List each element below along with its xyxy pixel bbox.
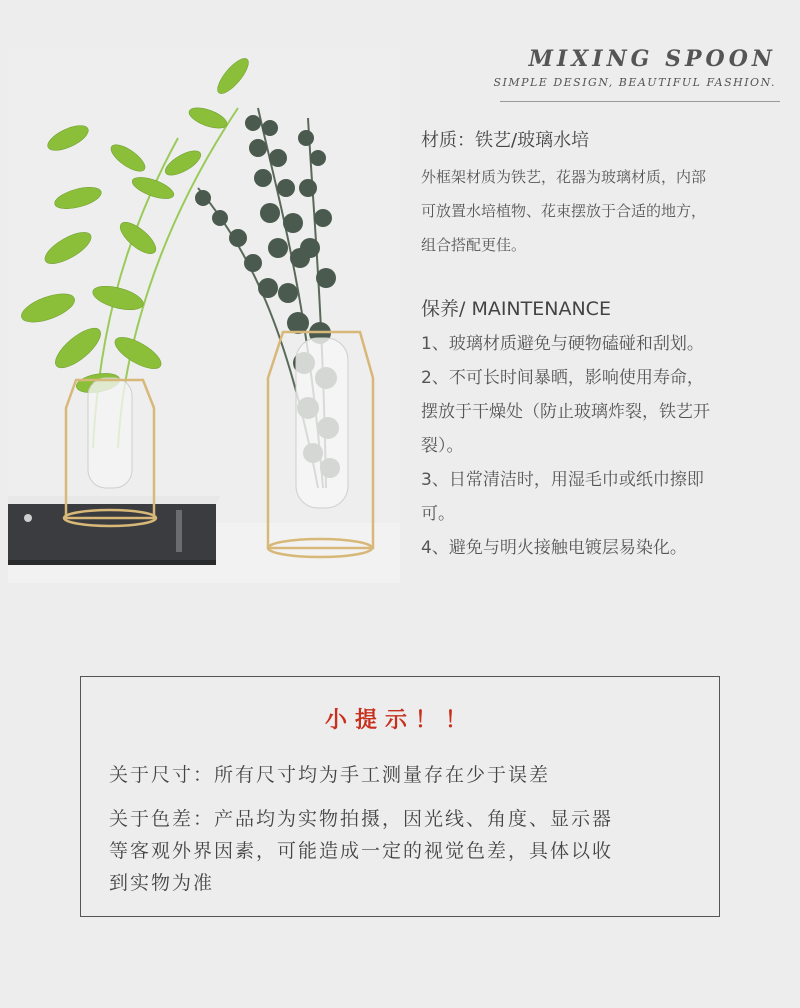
maintenance-section <box>421 294 791 565</box>
color-note-line: 等客观外界因素，可能造成一定的视觉色差，具体以收 <box>109 840 614 862</box>
maintenance-line: 4、避免与明火接触电镀层易染化。 <box>421 538 687 558</box>
color-note-line: 到实物为准 <box>109 872 215 894</box>
material-body <box>421 160 791 262</box>
maintenance-heading: 保养/ MAINTENANCE <box>421 298 611 320</box>
tip-title: 小提示！！ <box>324 708 475 733</box>
maintenance-line: 裂）。 <box>421 436 464 456</box>
material-line: 可放置水培植物、花束摆放于合适的地方， <box>421 202 707 220</box>
maintenance-line: 摆放于干燥处（防止玻璃炸裂，铁艺开 <box>421 402 710 422</box>
material-section <box>421 126 791 262</box>
color-note-line: 关于色差：产品均为实物拍摄，因光线、角度、显示器 <box>109 808 614 830</box>
material-heading: 材质：铁艺/玻璃水培 <box>421 130 590 151</box>
product-photo <box>8 48 400 583</box>
maintenance-line: 可。 <box>421 504 455 524</box>
brand-tagline: SIMPLE DESIGN, BEAUTIFUL FASHION. <box>493 76 776 89</box>
vase-illustration <box>8 48 400 583</box>
tip-box <box>80 676 720 917</box>
size-note: 关于尺寸：所有尺寸均为手工测量存在少于误差 <box>109 764 551 786</box>
maintenance-line: 3、日常清洁时，用湿毛巾或纸巾擦即 <box>421 470 704 490</box>
color-note <box>109 803 709 899</box>
maintenance-line: 1、玻璃材质避免与硬物磕碰和刮划。 <box>421 334 704 354</box>
brand-title: MIXING SPOON <box>528 46 776 72</box>
material-line: 外框架材质为铁艺，花器为玻璃材质，内部 <box>421 168 707 186</box>
maintenance-line: 2、不可长时间暴晒，影响使用寿命， <box>421 368 704 388</box>
maintenance-body <box>421 327 791 565</box>
book-icon <box>8 496 220 565</box>
brand-block <box>493 46 776 89</box>
brand-divider <box>500 101 780 102</box>
material-line: 组合搭配更佳。 <box>421 236 527 254</box>
